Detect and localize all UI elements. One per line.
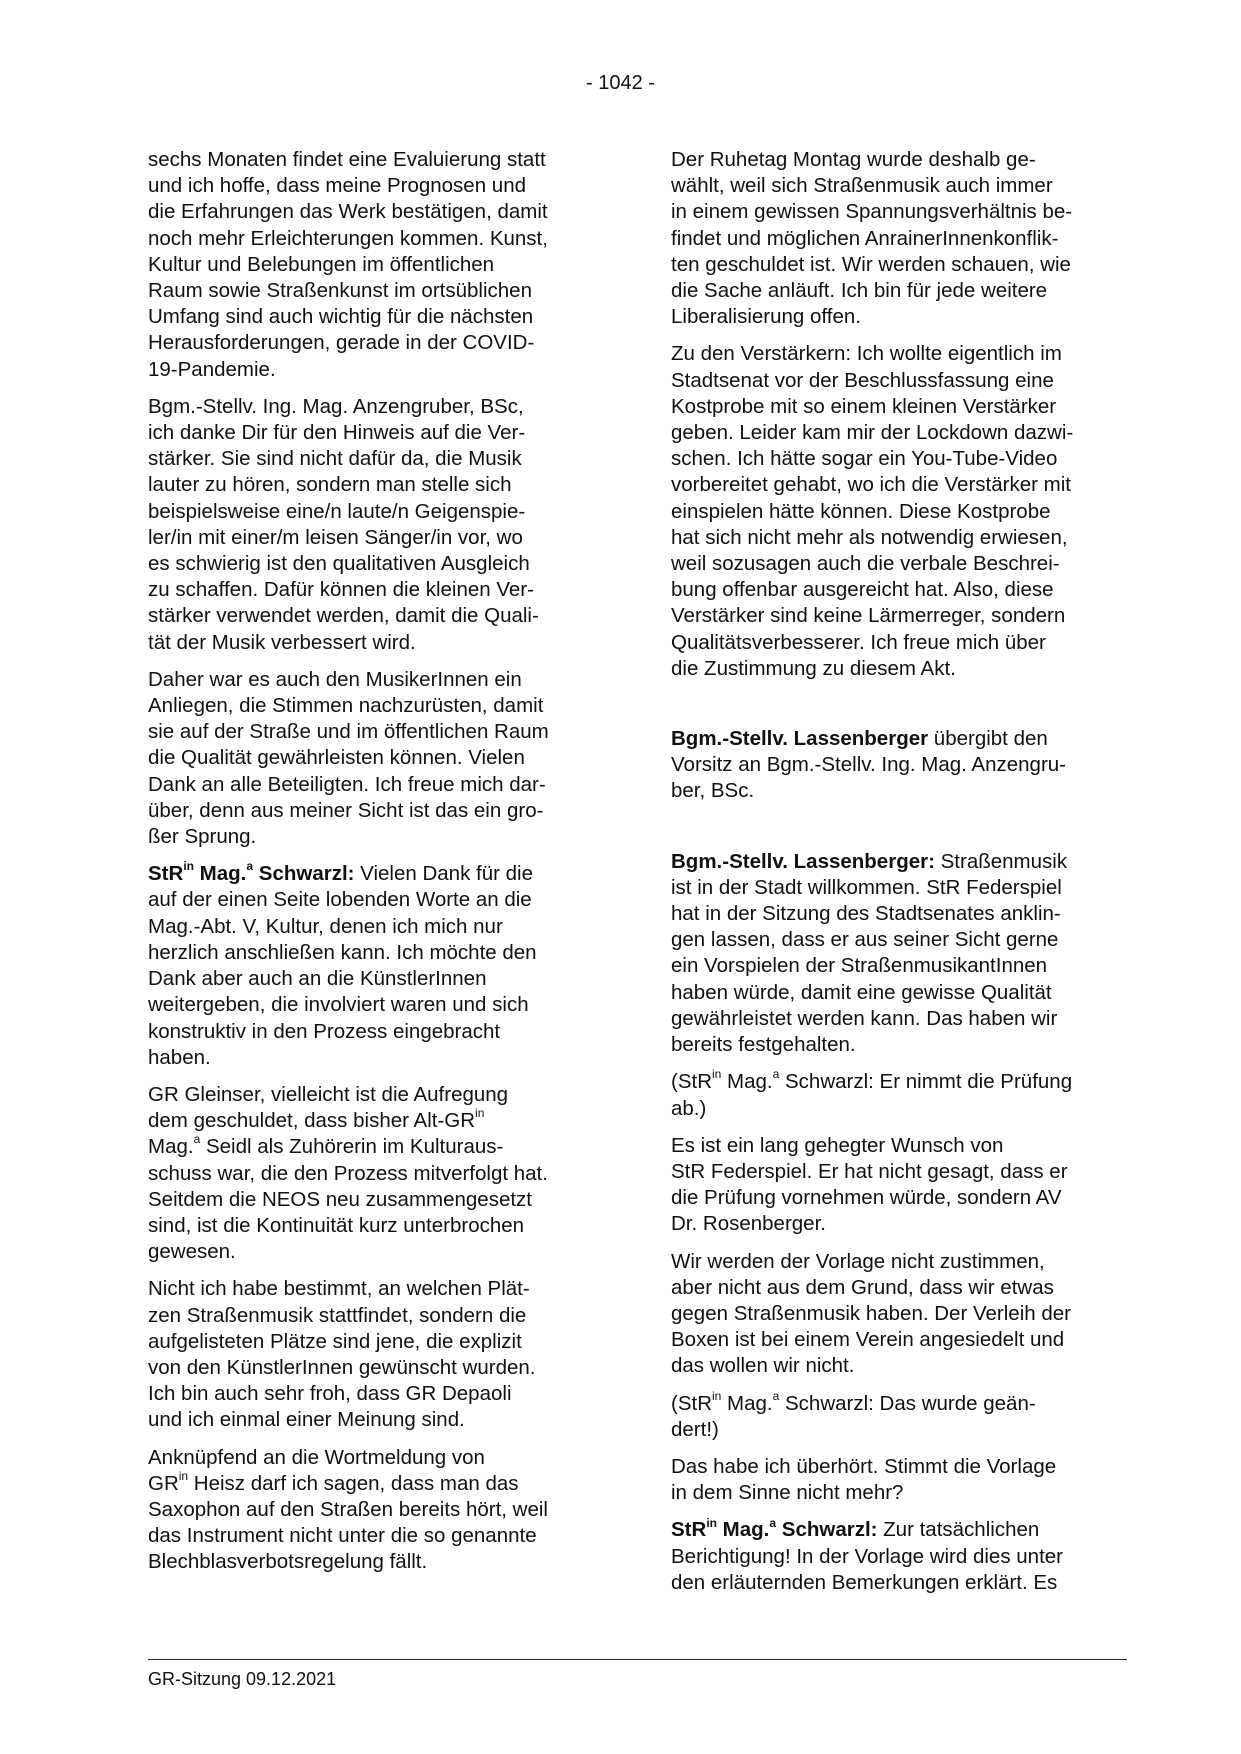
- speaker-name: StR$^{in}$ Mag.$^a$ Schwarzl:: [671, 1515, 878, 1542]
- text-line: Mag.$^a$ Seidl als Zuhörerin im Kulturaus-: [148, 1132, 504, 1159]
- text-line: den erläuternden Bemerkungen erklärt. Es: [671, 1570, 1058, 1594]
- paragraph-gleinser: [148, 1082, 598, 1265]
- speaker-name: Bgm.-Stellv. Lassenberger: [671, 727, 929, 751]
- text-line: die Erfahrungen das Werk bestätigen, damit: [148, 200, 548, 224]
- text-line: und ich hoffe, dass meine Prognosen und: [148, 174, 526, 198]
- text-line: ler/in mit einer/m leisen Sänger/in vor, wo: [148, 525, 523, 549]
- text-line: Kostprobe mit so einem kleinen Verstärker: [671, 394, 1057, 418]
- text-line: Verstärker sind keine Lärmerreger, sondern: [671, 604, 1066, 628]
- text-line: sechs Monaten findet eine Evaluierung statt: [148, 148, 546, 171]
- text-line: Nicht ich habe bestimmt, an welchen Plät-: [148, 1277, 530, 1301]
- paragraph-vorlage: [671, 1249, 1121, 1380]
- text-line: hat sich nicht mehr als notwendig erwiesen,: [671, 525, 1068, 549]
- text-line: ich danke Dir für den Hinweis auf die Ver-: [148, 421, 526, 445]
- text-line: konstruktiv in den Prozess eingebracht: [148, 1019, 501, 1043]
- text-line: Herausforderungen, gerade in der COVID-: [148, 331, 535, 355]
- text-line: bung offenbar ausgereicht hat. Also, diese: [671, 578, 1054, 602]
- paragraph-interjection-geaendert: [671, 1388, 1121, 1443]
- text-line: gen lassen, dass er aus seiner Sicht gerne: [671, 928, 1059, 952]
- text-line: stärker verwendet werden, damit die Quali-: [148, 604, 539, 628]
- paragraph-chair-handover: [671, 726, 1121, 805]
- text-line: Es ist ein lang gehegter Wunsch von: [671, 1133, 1004, 1157]
- text-line: Mag.-Abt. V, Kultur, denen ich mich nur: [148, 914, 503, 938]
- text-line: ist in der Stadt willkommen. StR Federspiel: [671, 875, 1062, 899]
- paragraph-places: [148, 1276, 598, 1433]
- text-line: haben würde, damit eine gewisse Qualität: [671, 980, 1052, 1004]
- text-line: Bgm.-Stellv. Ing. Mag. Anzengruber, BSc,: [148, 394, 524, 418]
- text-line: Der Ruhetag Montag wurde deshalb ge-: [671, 148, 1036, 171]
- text-line: geben. Leider kam mir der Lockdown dazwi-: [671, 421, 1074, 445]
- text-line: Kultur und Belebungen im öffentlichen: [148, 252, 495, 276]
- paragraph-verstaerker: [671, 341, 1121, 682]
- text-line: und ich einmal einer Meinung sind.: [148, 1408, 465, 1432]
- text-line: die Qualität gewährleisten können. Vielen: [148, 746, 525, 770]
- text-line: aber nicht aus dem Grund, dass wir etwas: [671, 1275, 1054, 1299]
- text-line: hat in der Sitzung des Stadtsenates anklin-: [671, 902, 1061, 926]
- speaker-name: Bgm.-Stellv. Lassenberger:: [671, 849, 935, 873]
- text-line: Raum sowie Straßenkunst im ortsüblichen: [148, 279, 532, 303]
- text-line: gegen Straßenmusik haben. Der Verleih der: [671, 1301, 1071, 1325]
- text-line: zen Straßenmusik stattfindet, sondern die: [148, 1303, 527, 1327]
- paragraph-saxophon: [148, 1445, 598, 1576]
- paragraph-interjection-pruefung: [671, 1069, 1121, 1121]
- text-line: ab.): [671, 1096, 707, 1120]
- text-line: Liberalisierung offen.: [671, 305, 861, 329]
- text-line: Dank an alle Beteiligten. Ich freue mich dar-: [148, 772, 546, 796]
- page-number: - 1042 -: [586, 72, 655, 94]
- text-line: Qualitätsverbesserer. Ich freue mich über: [671, 630, 1046, 654]
- text-line: gewesen.: [148, 1240, 236, 1264]
- text-line: (StR$^{in}$ Mag.$^a$ Schwarzl: Er nimmt die Prüfung: [671, 1067, 1073, 1094]
- text-line: herzlich anschließen kann. Ich möchte den: [148, 940, 537, 964]
- paragraph-berichtigung: [671, 1517, 1121, 1596]
- right-column: [671, 147, 1121, 1607]
- paragraph-amplifiers: [148, 394, 598, 656]
- text-line: StR$^{in}$ Mag.$^a$ Schwarzl: Vielen Dank für die: [148, 859, 534, 886]
- text-line: tät der Musik verbessert wird.: [148, 630, 416, 654]
- text-line: Bgm.-Stellv. Lassenberger übergibt den: [671, 727, 1048, 751]
- text-line: Saxophon auf den Straßen bereits hört, weil: [148, 1497, 548, 1521]
- paragraph-ueberhoert: [671, 1454, 1121, 1506]
- text-line: ten geschuldet ist. Wir werden schauen, wie: [671, 252, 1071, 276]
- text-line: Umfang sind auch wichtig für die nächsten: [148, 305, 534, 329]
- text-line: dert!): [671, 1417, 719, 1441]
- text-line: ßer Sprung.: [148, 825, 257, 849]
- text-line: das Instrument nicht unter die so genannte: [148, 1524, 537, 1548]
- text-line: (StR$^{in}$ Mag.$^a$ Schwarzl: Das wurde geän-: [671, 1388, 1036, 1415]
- text-line: Zu den Verstärkern: Ich wollte eigentlich im: [671, 342, 1062, 366]
- paragraph-ruhetag: [671, 147, 1121, 330]
- text-line: $GR^{in}$ Heisz darf ich sagen, dass man das: [148, 1468, 519, 1495]
- paragraph-schwarzl-thanks: [148, 861, 598, 1071]
- text-line: StR Federspiel. Er hat nicht gesagt, dass er: [671, 1159, 1068, 1183]
- text-line: Blechblasverbotsregelung fällt.: [148, 1550, 428, 1574]
- text-line: findet und möglichen AnrainerInnenkonflik-: [671, 226, 1059, 250]
- speaker-name: StR$^{in}$ Mag.$^a$ Schwarzl:: [148, 859, 355, 886]
- text-line: die Prüfung vornehmen würde, sondern AV: [671, 1186, 1062, 1210]
- text-line: über, denn aus meiner Sicht ist das ein gro-: [148, 798, 544, 822]
- text-line: auf der einen Seite lobenden Worte an die: [148, 888, 532, 912]
- footer-divider: [148, 1659, 1127, 1660]
- text-line: noch mehr Erleichterungen kommen. Kunst,: [148, 226, 548, 250]
- text-line: beispielsweise eine/n laute/n Geigenspie-: [148, 499, 526, 523]
- text-line: Dr. Rosenberger.: [671, 1212, 826, 1236]
- text-line: Boxen ist bei einem Verein angesiedelt und: [671, 1328, 1065, 1352]
- text-line: dem geschuldet, dass bisher Alt-$GR^{in}$: [148, 1106, 485, 1133]
- left-column: [148, 147, 598, 1587]
- text-line: aufgelisteten Plätze sind jene, die explizit: [148, 1329, 522, 1353]
- paragraph-federspiel: [671, 1133, 1121, 1238]
- footer-session-date: GR-Sitzung 09.12.2021: [148, 1669, 337, 1689]
- text-line: 19-Pandemie.: [148, 357, 276, 381]
- text-line: es schwierig ist den qualitativen Ausgleich: [148, 552, 530, 576]
- text-line: sind, ist die Kontinuität kurz unterbrochen: [148, 1213, 525, 1237]
- text-line: haben.: [148, 1045, 211, 1069]
- text-line: Wir werden der Vorlage nicht zustimmen,: [671, 1249, 1045, 1273]
- text-line: Berichtigung! In der Vorlage wird dies unter: [671, 1544, 1064, 1568]
- paragraph-musicians: [148, 667, 598, 850]
- text-line: bereits festgehalten.: [671, 1033, 856, 1057]
- text-line: Stadtsenat vor der Beschlussfassung eine: [671, 368, 1054, 392]
- text-line: GR Gleinser, vielleicht ist die Aufregung: [148, 1082, 509, 1106]
- text-line: das wollen wir nicht.: [671, 1354, 855, 1378]
- text-line: schen. Ich hätte sogar ein You-Tube-Video: [671, 447, 1058, 471]
- paragraph-lassenberger: [671, 849, 1121, 1059]
- text-line: gewährleistet werden kann. Das haben wir: [671, 1006, 1058, 1030]
- text-line: die Zustimmung zu diesem Akt.: [671, 656, 956, 680]
- paragraph-evaluation: [148, 147, 598, 383]
- text-line: vorbereitet gehabt, wo ich die Verstärker mit: [671, 473, 1071, 497]
- text-line: sie auf der Straße und im öffentlichen Raum: [148, 720, 549, 744]
- text-line: Das habe ich überhört. Stimmt die Vorlage: [671, 1454, 1057, 1478]
- text-line: Ich bin auch sehr froh, dass GR Depaoli: [148, 1382, 512, 1406]
- text-line: Dank aber auch an die KünstlerInnen: [148, 967, 487, 991]
- text-line: ber, BSc.: [671, 779, 755, 803]
- text-line: Bgm.-Stellv. Lassenberger: Straßenmusik: [671, 849, 1068, 873]
- text-line: einspielen hätte können. Diese Kostprobe: [671, 499, 1051, 523]
- text-line: StR$^{in}$ Mag.$^a$ Schwarzl: Zur tatsächlichen: [671, 1515, 1040, 1542]
- text-line: ein Vorspielen der StraßenmusikantInnen: [671, 954, 1048, 978]
- text-line: schuss war, die den Prozess mitverfolgt hat.: [148, 1161, 548, 1185]
- text-line: in einem gewissen Spannungsverhältnis be-: [671, 200, 1073, 224]
- text-line: Seitdem die NEOS neu zusammengesetzt: [148, 1187, 532, 1211]
- text-line: in dem Sinne nicht mehr?: [671, 1481, 904, 1505]
- text-line: Daher war es auch den MusikerInnen ein: [148, 667, 522, 691]
- text-line: lauter zu hören, sondern man stelle sich: [148, 473, 512, 497]
- text-line: zu schaffen. Dafür können die kleinen Ver-: [148, 578, 534, 602]
- text-line: von den KünstlerInnen gewünscht wurden.: [148, 1355, 536, 1379]
- text-line: weitergeben, die involviert waren und sich: [148, 993, 529, 1017]
- text-line: Anknüpfend an die Wortmeldung von: [148, 1445, 485, 1469]
- text-line: weil sozusagen auch die verbale Beschrei-: [671, 552, 1060, 576]
- text-line: stärker. Sie sind nicht dafür da, die Musik: [148, 447, 522, 471]
- text-line: wählt, weil sich Straßenmusik auch immer: [671, 174, 1053, 198]
- text-line: Anliegen, die Stimmen nachzurüsten, damit: [148, 694, 544, 718]
- text-line: Vorsitz an Bgm.-Stellv. Ing. Mag. Anzengru-: [671, 753, 1066, 777]
- text-line: die Sache anläuft. Ich bin für jede weitere: [671, 279, 1048, 303]
